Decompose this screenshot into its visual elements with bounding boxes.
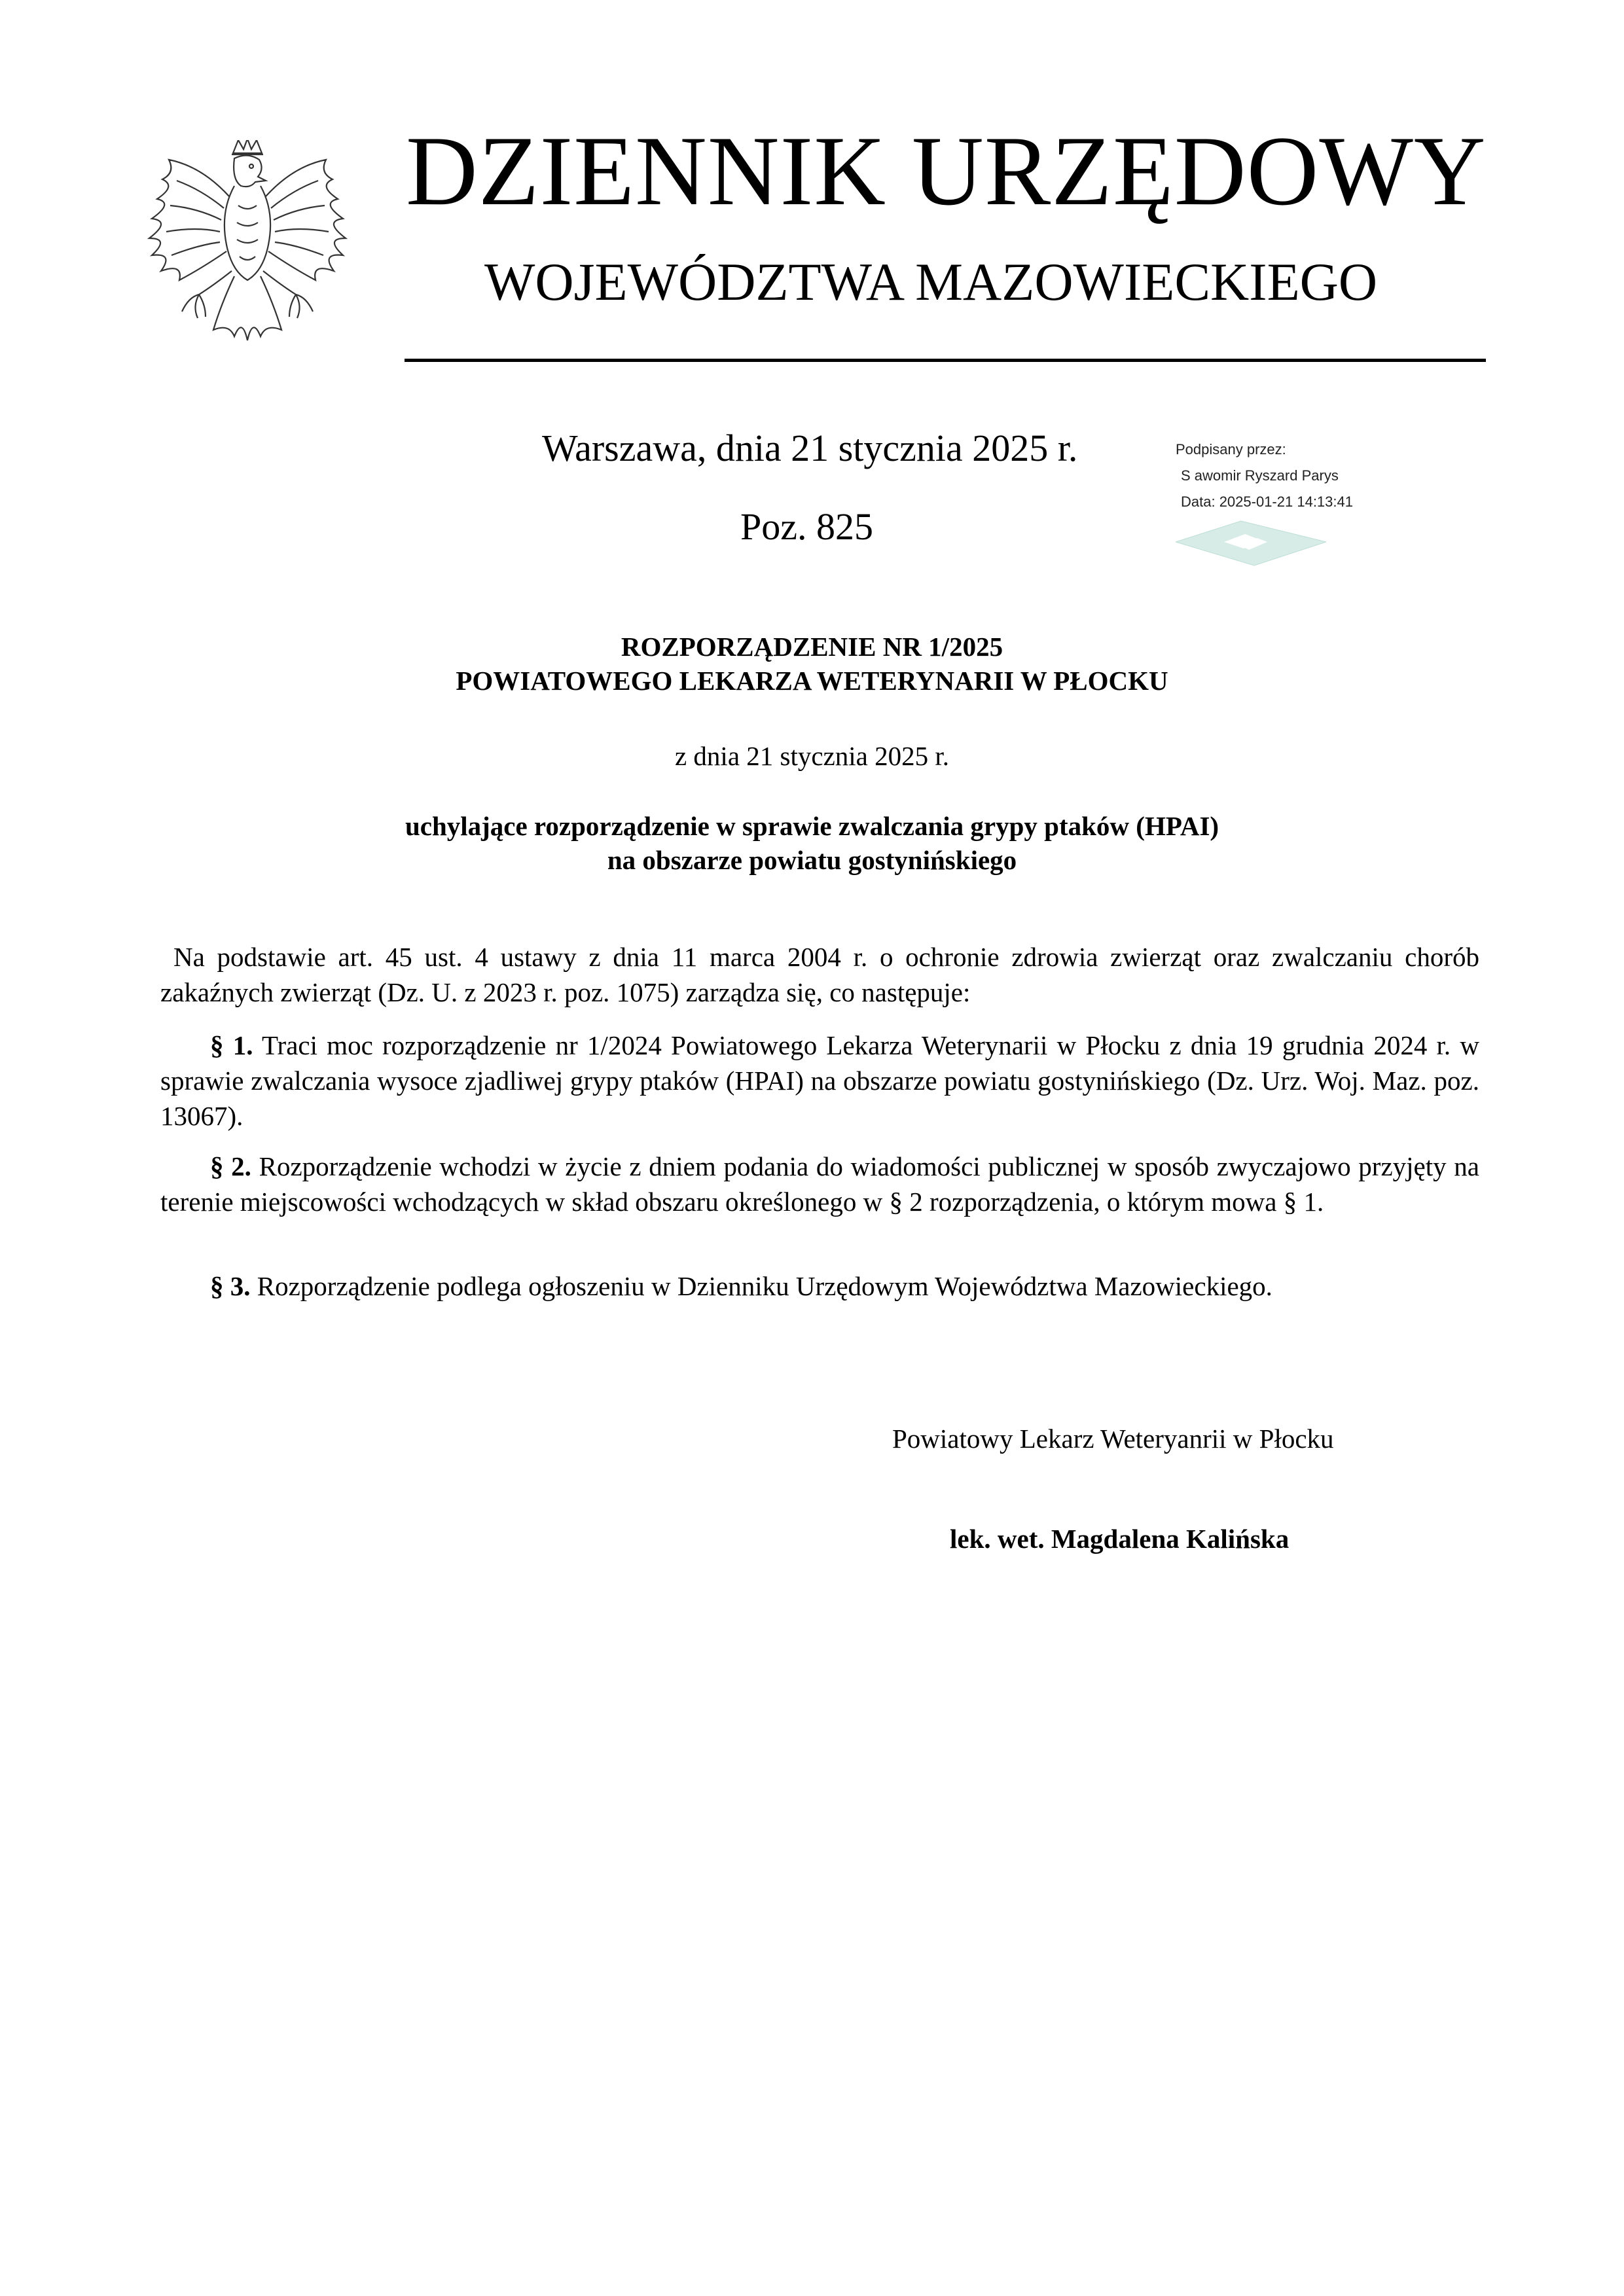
preamble-paragraph	[160, 939, 1479, 1010]
issue-date: Warszawa, dnia 21 stycznia 2025 r.	[542, 427, 1078, 469]
masthead-title: DZIENNIK URZĘDOWY	[406, 116, 1487, 226]
electronic-signature-block	[1176, 442, 1451, 573]
masthead-subtitle: WOJEWÓDZTWA MAZOWIECKIEGO	[484, 252, 1378, 312]
paragraph-2	[160, 1149, 1479, 1219]
signature-signer: S awomir Ryszard Parys	[1181, 467, 1339, 484]
act-subject-line1: uchylające rozporządzenie w sprawie zwalczania grypy ptaków (HPAI)	[405, 811, 1219, 841]
act-title-line1: ROZPORZĄDZENIE NR 1/2025	[621, 632, 1003, 662]
paragraph-text: Rozporządzenie podlega ogłoszeniu w Dzienniku Urzędowym Województwa Mazowieckiego.	[257, 1271, 1272, 1301]
paragraph-3	[160, 1268, 1479, 1304]
paragraph-text: Traci moc rozporządzenie nr 1/2024 Powiatowego Lekarza Weterynarii w Płocku z dnia 19 grudnia 2024 r. w sprawie zwalczania wysoce zjadliwej grypy ptaków (HPAI) na obszarze powiatu gostynińskiego (Dz. Urz. Woj. Maz. poz. 13067).	[160, 1030, 1480, 1131]
signature-label: Podpisany przez:	[1176, 441, 1286, 457]
act-date: z dnia 21 stycznia 2025 r.	[674, 741, 949, 771]
signatory-name: lek. wet. Magdalena Kalińska	[950, 1524, 1290, 1554]
issue-position: Poz. 825	[740, 505, 873, 548]
eagle-emblem-icon	[143, 140, 352, 369]
act-subject-line2: na obszarze powiatu gostynińskiego	[607, 845, 1017, 875]
paragraph-label: § 1.	[210, 1030, 253, 1060]
preamble-text: Na podstawie art. 45 ust. 4 ustawy z dnia 11 marca 2004 r. o ochronie zdrowia zwierząt oraz zwalczaniu chorób zakaźnych zwierząt (Dz. U. z 2023 r. poz. 1075) zarządza się, co następuje:	[160, 942, 1479, 1007]
paragraph-label: § 2.	[210, 1151, 251, 1181]
paragraph-label: § 3.	[210, 1271, 251, 1301]
paragraph-text: Rozporządzenie wchodzi w życie z dniem podania do wiadomości publicznej w sposób zwyczajowo przyjęty na terenie miejscowości wchodzących w skład obszaru określonego w § 2 rozporządzenia, o którym mowa § 1.	[160, 1151, 1480, 1217]
signatory-role: Powiatowy Lekarz Weteryanrii w Płocku	[892, 1424, 1334, 1454]
masthead-divider	[405, 359, 1486, 362]
paragraph-1	[160, 1028, 1479, 1134]
act-title-line2: POWIATOWEGO LEKARZA WETERYNARII W PŁOCKU	[456, 666, 1168, 696]
signature-stamp-icon	[1176, 516, 1326, 568]
signature-date: Data: 2025-01-21 14:13:41	[1181, 493, 1353, 510]
